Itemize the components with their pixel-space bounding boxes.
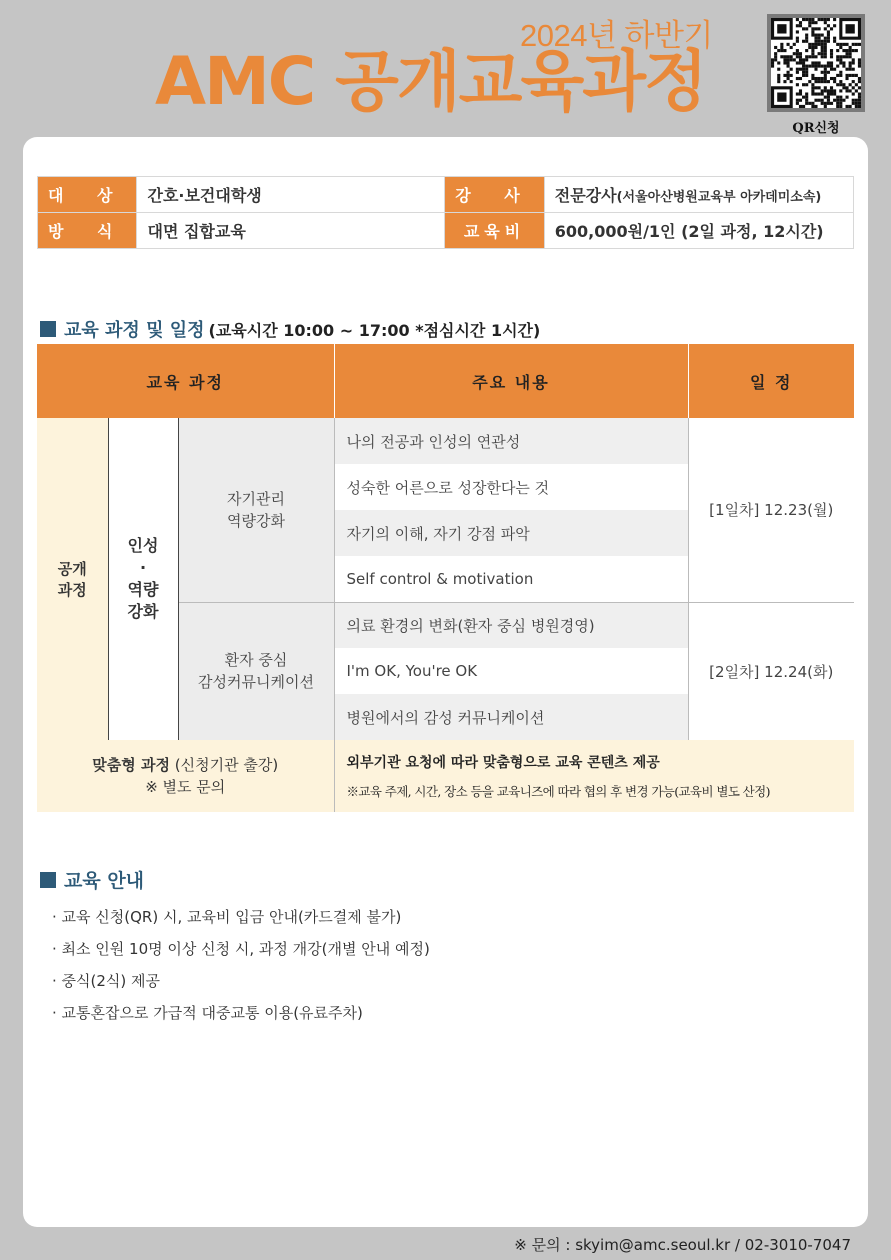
content-item: Self control & motivation: [334, 556, 688, 602]
content-item: 나의 전공과 인성의 연관성: [334, 418, 688, 464]
schedule-title: 교육 과정 및 일정: [64, 320, 205, 341]
instructor-name: 전문강사: [554, 186, 617, 205]
custom-course-sub: ※교육 주제, 시간, 장소 등을 교육니즈에 따라 협의 후 변경 가능(교육비 별도 산정): [346, 784, 770, 799]
guide-section-title: [40, 866, 144, 893]
guide-item: · 교통혼잡으로 가급적 대중교통 이용(유료주차): [52, 1004, 363, 1022]
guide-title: 교육 안내: [64, 870, 145, 892]
schedule-section-title: [40, 316, 540, 342]
module-name: 환자 중심 감성커뮤니케이션: [178, 602, 334, 740]
content-item: 성숙한 어른으로 성장한다는 것: [334, 464, 688, 510]
method-label: 방 식: [38, 213, 137, 249]
open-course-label: 공개 과정: [37, 418, 108, 740]
square-bullet-icon: [40, 321, 56, 337]
header-date: 일 정: [688, 344, 854, 418]
custom-course-inquiry: ※ 별도 문의: [145, 778, 226, 796]
custom-course-main: 외부기관 요청에 따라 맞춤형으로 교육 콘텐츠 제공: [346, 755, 660, 771]
fee-value: 600,000원/1인 (2일 과정, 12시간): [544, 213, 853, 249]
square-bullet-icon: [40, 872, 56, 888]
header-subtitle: 2024년 하반기: [520, 18, 713, 53]
custom-course-description: [334, 740, 854, 812]
guide-list: [52, 906, 430, 1034]
custom-course-cell: [37, 740, 334, 812]
qr-label: QR신청: [792, 121, 840, 136]
custom-course-note: (신청기관 출강): [174, 756, 279, 774]
content-item: I'm OK, You're OK: [334, 648, 688, 694]
content-item: 병원에서의 감성 커뮤니케이션: [334, 694, 688, 740]
qr-code[interactable]: [767, 14, 865, 112]
info-table: [37, 176, 854, 249]
schedule-table: [37, 344, 854, 812]
custom-course-title-line: [38, 754, 333, 776]
target-value: 간호·보건대학생: [137, 177, 445, 213]
custom-course-title: 맞춤형 과정: [92, 756, 170, 774]
content-item: 의료 환경의 변화(환자 중심 병원경영): [334, 602, 688, 648]
target-label: 대 상: [38, 177, 137, 213]
guide-item: · 최소 인원 10명 이상 신청 시, 과정 개강(개별 안내 예정): [52, 940, 430, 958]
qr-code-icon: [771, 18, 861, 108]
content-item: 자기의 이해, 자기 강점 파악: [334, 510, 688, 556]
guide-item: · 교육 신청(QR) 시, 교육비 입금 안내(카드결제 불가): [52, 908, 402, 926]
category-label: 인성 · 역량 강화: [108, 418, 178, 740]
header-content: 주요 내용: [334, 344, 688, 418]
header-course: 교육 과정: [37, 344, 334, 418]
instructor-label: 강 사: [445, 177, 544, 213]
instructor-value: [544, 177, 853, 213]
instructor-note: (서울아산병원교육부 아카데미소속): [616, 190, 822, 205]
schedule-date: [1일차] 12.23(월): [688, 418, 854, 602]
contact-footer: ※ 문의 : skyim@amc.seoul.kr / 02-3010-7047: [514, 1236, 851, 1254]
fee-label: 교육비: [445, 213, 544, 249]
schedule-date: [2일차] 12.24(화): [688, 602, 854, 740]
page-title: AMC 공개교육과정: [155, 43, 706, 120]
method-value: 대면 집합교육: [137, 213, 445, 249]
module-name: 자기관리 역량강화: [178, 418, 334, 602]
guide-item: · 중식(2식) 제공: [52, 972, 161, 990]
schedule-time-note: (교육시간 10:00 ~ 17:00 *점심시간 1시간): [208, 320, 541, 340]
